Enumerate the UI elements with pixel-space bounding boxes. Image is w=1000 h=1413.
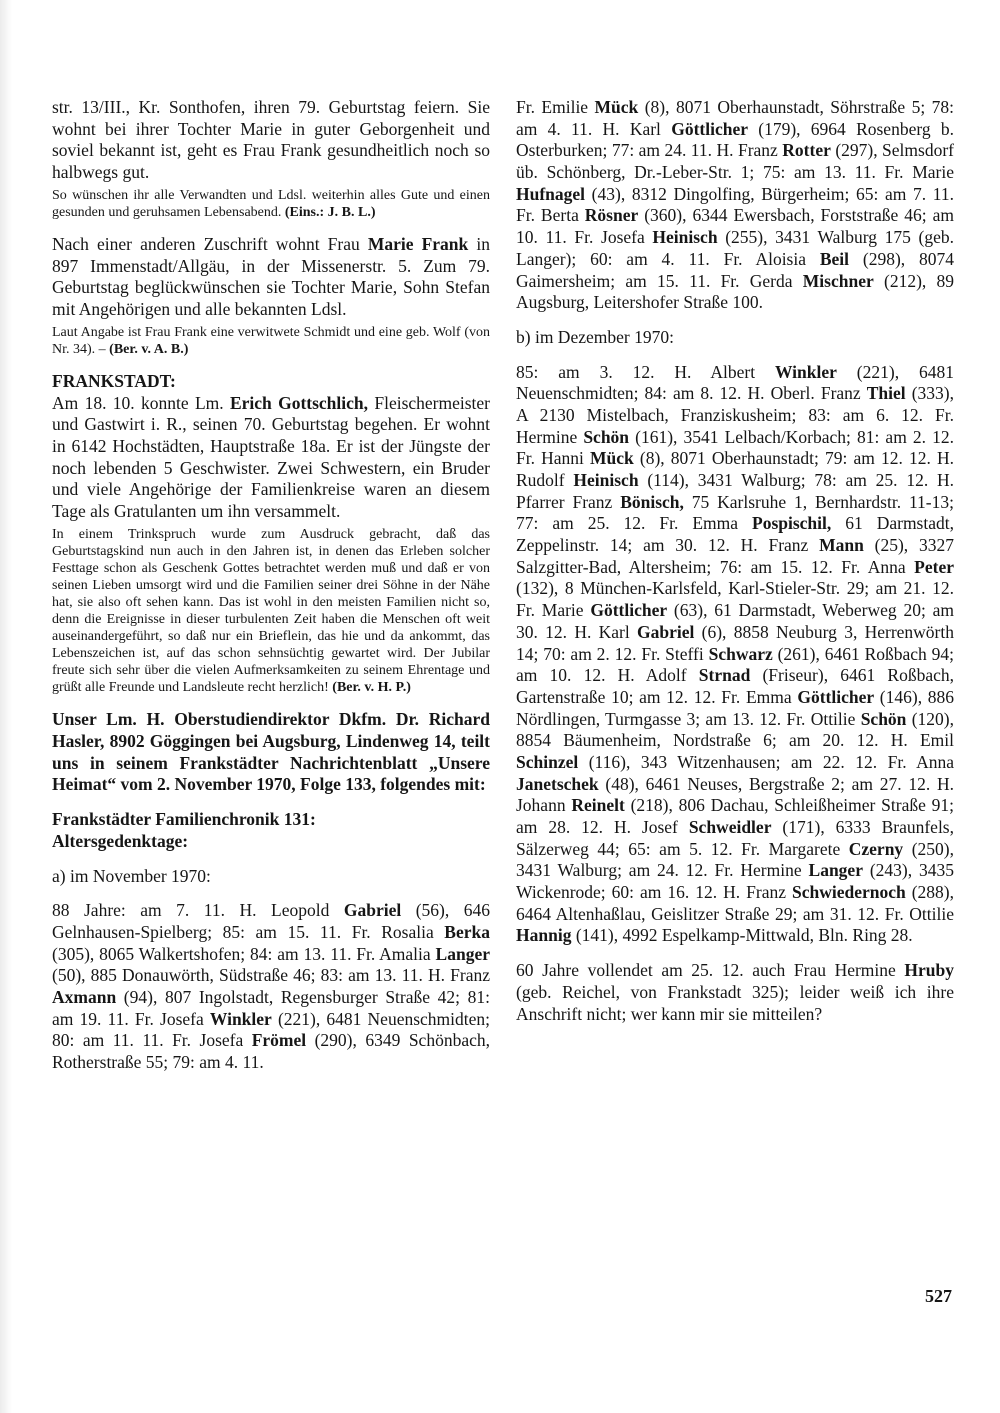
paragraph-gottschlich: Am 18. 10. konnte Lm. Erich Gottschlich, Fleischermeister und Gastwirt i. R., seinen 70. Geburtstag begehen. Er wohnt in 6142 Hochstädten, Hauptstraße 18a. Er ist der Jüngste der noch lebenden 5 Geschwister. Zwei Schwestern, ein Bruder und viele Angehörige der Familienkreise waren an diesem Tage als Gratulanten um ihn versammelt.: [52, 392, 490, 521]
bold-text: Janetschek: [516, 773, 599, 794]
bold-text: Heinisch: [652, 227, 718, 248]
bold-text: Schweidler: [688, 817, 772, 837]
continuation-paragraph: str. 13/III., Kr. Sonthofen, ihren 79. Geburtstag feiern. Sie wohnt bei ihrer Tochter Marie in guter Geborgenheit und soviel bekannt ist, geht es Frau Frank gesundheitlich noch so halbwegs gut.: [52, 97, 490, 183]
paragraph-hruby-query: 60 Jahre vollendet am 25. 12. auch Frau Hermine Hruby (geb. Reichel, von Frankstadt 325); leider weiß ich ihre Anschrift nicht; wer kann mir sie mitteilen?: [516, 960, 954, 1024]
bold-text: Pospischil,: [752, 513, 832, 534]
list-november-continued: Fr. Emilie Mück (8), 8071 Oberhaunstadt, Söhrstraße 5; 78: am 4. 11. H. Karl Göttlicher (179), 6964 Rosenberg b. Osterburken; 77: am 24. 11. H. Franz Rotter (297), Selmsdorf üb. Schönberg, Dr.-Leber-Str. 1; 75: am 13. 11. Fr. Marie Hufnagel (43), 8312 Dingolfing, Bürgerheim; 65: am 7. 11. Fr. Berta Rösner (360), 6344 Ewersbach, Forststraße 46; am 10. 11. Fr. Josefa Heinisch (255), 3431 Walburg 175 (geb. Langer); 60: am 4. 11. Fr. Aloisia Beil (298), 8074 Gaimersheim; am 15. 11. Fr. Gerda Mischner (212), 89 Augsburg, Leitershofer Straße 100.: [516, 97, 955, 313]
page-number: 527: [925, 1286, 952, 1306]
bold-text: Hruby: [904, 960, 954, 981]
list-dezember-birthdays: 85: am 3. 12. H. Albert Winkler (221), 6481 Neuenschmidten; 84: am 8. 12. H. Oberl. Franz Thiel (333), A 2130 Mistelbach, Franziskusheim; 83: am 6. 12. Fr. Hermine Schön (161), 3541 Lelbach/Korbach; 81: am 2. 12. Fr. Hanni Mück (8), 8071 Oberhaunstadt; 79: am 12. 12. H. Rudolf Heinisch (114), 3431 Walburg; 78: am 25. 12. H. Pfarrer Franz Bönisch, 75 Karlsruhe 1, Bernhardstr. 11-13; 77: am 25. 12. Fr. Emma Pospischil, 61 Darmstadt, Zeppelinstr. 14; am 30. 12. H. Franz Mann (25), 3327 Salzgitter-Bad, Altersheim; 76: am 15. 12. Fr. Anna Peter (132), 8 München-Karlsfeld, Karl-Stieler-Str. 29; am 21. 12. Fr. Marie Göttlicher (63), 61 Darmstadt, Weberweg 20; am 30. 12. H. Karl Gabriel (6), 8858 Neuburg 3, Herrenwörth 14; 70: am 2. 12. Fr. Steffi Schwarz (261), 6461 Roßbach 94; am 10. 12. H. Adolf Strnad (Friseur), 6461 Roßbach, Gartenstraße 10; am 12. 12. Fr. Emma Göttlicher (146), 886 Nördlingen, Turmgasse 3; am 13. 12. Fr. Ottilie Schön (120), 8854 Bäumenheim, Nordstraße 6; am 20. 12. H. Emil Schinzel (116), 343 Witzenhausen; am 22. 12. Fr. Anna Janetschek (48), 6461 Neuses, Bergstraße 2; am 27. 12. H. Johann Reinelt (218), 806 Dachau, Schleißheimer Straße 91; am 28. 12. H. Josef Schweidler (171), 6333 Braunfels, Sälzerweg 44; 65: am 5. 12. Fr. Margarete Czerny (250), 3431 Walburg; am 24. 12. Fr. Hermine Langer (243), 3435 Wickenrode; 60: am 16. 12. H. Franz Schwiedernoch (288), 6464 Altenhaßlau, Geislitzer Straße 29; am 31. 12. Fr. Ottilie Hannig (141), 4992 Espelkamp-Mittwald, Bln. Ring 28.: [516, 361, 955, 946]
bold-text: Heinisch: [573, 470, 639, 490]
bold-text: Axmann: [52, 986, 117, 1007]
bold-text: Schön: [860, 708, 907, 729]
bold-text: Winkler: [774, 361, 837, 382]
bold-text: Strnad: [698, 665, 751, 686]
bold-text: Schwarz: [708, 643, 773, 664]
bold-text: Peter: [914, 556, 954, 577]
left-column: [52, 97, 490, 1074]
bold-text: Reinelt: [571, 795, 625, 816]
bold-text: Gabriel: [343, 900, 402, 921]
bold-text: Gabriel: [637, 621, 695, 642]
bold-text: Erich Gottschlich,: [229, 392, 369, 413]
bold-text: Langer: [435, 943, 490, 964]
bold-text: (Ber. v. A. B.): [109, 341, 189, 357]
bold-text: Winkler: [209, 1008, 272, 1029]
heading-frankstadt: FRANKSTADT:: [52, 370, 176, 391]
bold-text: Mischner: [802, 270, 874, 291]
bold-text: Mück: [590, 448, 634, 469]
bold-text: Schön: [583, 426, 630, 447]
bold-text: Hufnagel: [516, 183, 586, 204]
paragraph-marie-frank: Nach einer anderen Zuschrift wohnt Frau Marie Frank in 897 Immenstadt/Allgäu, in der Missenerstr. 5. Zum 79. Geburtstag beglückwünschen sie Tochter Marie, Sohn Stefan mit Angehörigen und alle bekannten Ldsl.: [52, 233, 490, 319]
bold-text: Beil: [819, 248, 850, 269]
note-frank-details: Laut Angabe ist Frau Frank eine verwitwete Schmidt und eine geb. Wolf (von Nr. 34). – (Ber. v. A. B.): [52, 324, 490, 357]
bold-text: Rösner: [584, 205, 639, 226]
paragraph-hasler-announcement: [52, 709, 490, 796]
bold-text: (Ber. v. H. P.): [332, 680, 411, 696]
bold-text: Göttlicher: [797, 686, 875, 707]
bold-text: Rotter: [782, 140, 831, 161]
bold-text: (Eins.: J. B. L.): [284, 204, 376, 220]
bold-text: Schinzel: [516, 751, 579, 772]
list-november-birthdays: 88 Jahre: am 7. 11. H. Leopold Gabriel (56), 646 Gelnhausen-Spielberg; 85: am 15. 11. Fr. Rosalia Berka (305), 8065 Walkertshofen; 84: am 13. 11. Fr. Amalia Langer (50), 885 Donauwörth, Südstraße 46; 83: am 13. 11. H. Franz Axmann (94), 807 Ingolstadt, Regensburger Straße 42; 81: am 19. 11. Fr. Josefa Winkler (221), 6481 Neuenschmidten; 80: am 11. 11. Fr. Josefa Frömel (290), 6349 Schönbach, Rotherstraße 55; 79: am 4. 11.: [52, 900, 491, 1073]
note-congratulations: So wünschen ihr alle Verwandten und Ldsl. weiterhin alles Gute und einen gesunden und geruhsamen Lebensabend. (Eins.: J. B. L.): [52, 187, 490, 220]
bold-text: Göttlicher: [671, 118, 748, 139]
bold-text: Thiel: [866, 383, 906, 404]
bold-text: Hannig: [516, 925, 572, 946]
bold-text: Schwiedernoch: [791, 882, 906, 903]
bold-text: Langer: [808, 860, 863, 881]
bold-text: Unser Lm. H. Oberstudiendirektor Dkfm. Dr. Richard Hasler, 8902 Göggingen bei Augsburg, Lindenweg 14, teilt uns in seinem Frankstädter Nachrichtenblatt „Unsere Heimat“ vom 2. November 1970, Folge 133, folgendes mit:: [52, 709, 490, 795]
bold-text: Marie Frank: [367, 233, 469, 254]
right-column: [516, 97, 954, 1025]
bold-text: Göttlicher: [590, 600, 668, 621]
subheading-november-1970: a) im November 1970:: [52, 865, 211, 886]
heading-altersgedenktage: Altersgedenktage:: [52, 830, 189, 851]
bold-text: Berka: [444, 921, 490, 942]
bold-text: Mück: [594, 97, 639, 117]
bold-text: Mann: [819, 535, 864, 556]
note-trinkspruch: In einem Trinkspruch wurde zum Ausdruck gebracht, daß das Geburtstagskind nun auch in den Jahren ist, in denen das Erleben solcher Festtage schon als Geschenk Gottes betrachtet werden muß und daß er von seinen Lieben umsorgt wird und die Familien seiner drei Söhne in der Nähe hat, sie also oft sehen kann. Das ist wohl in den meisten Familien nicht so, denn die Ereignisse in dieser turbulenten Zeit haben die Menschen oft weit auseinandergeführt, so daß nur ein Brieflein, das hie und da ankommt, das Lebenszeichen ist, auf das schon sehnsüchtig gewartet wird. Der Jubilar freute sich sehr über die vielen Aufmerksamkeiten zu seinem Ehrentage und grüßt alle Freunde und Landsleute recht herzlich! (Ber. v. H. P.): [52, 526, 490, 696]
heading-familienchronik: Frankstädter Familienchronik 131:: [52, 809, 316, 830]
bold-text: Czerny: [848, 838, 904, 859]
two-column-layout: [52, 97, 954, 1074]
bold-text: Frömel: [251, 1030, 307, 1051]
subheading-dezember-1970: b) im Dezember 1970:: [516, 326, 674, 347]
bold-text: Bönisch,: [620, 491, 684, 512]
